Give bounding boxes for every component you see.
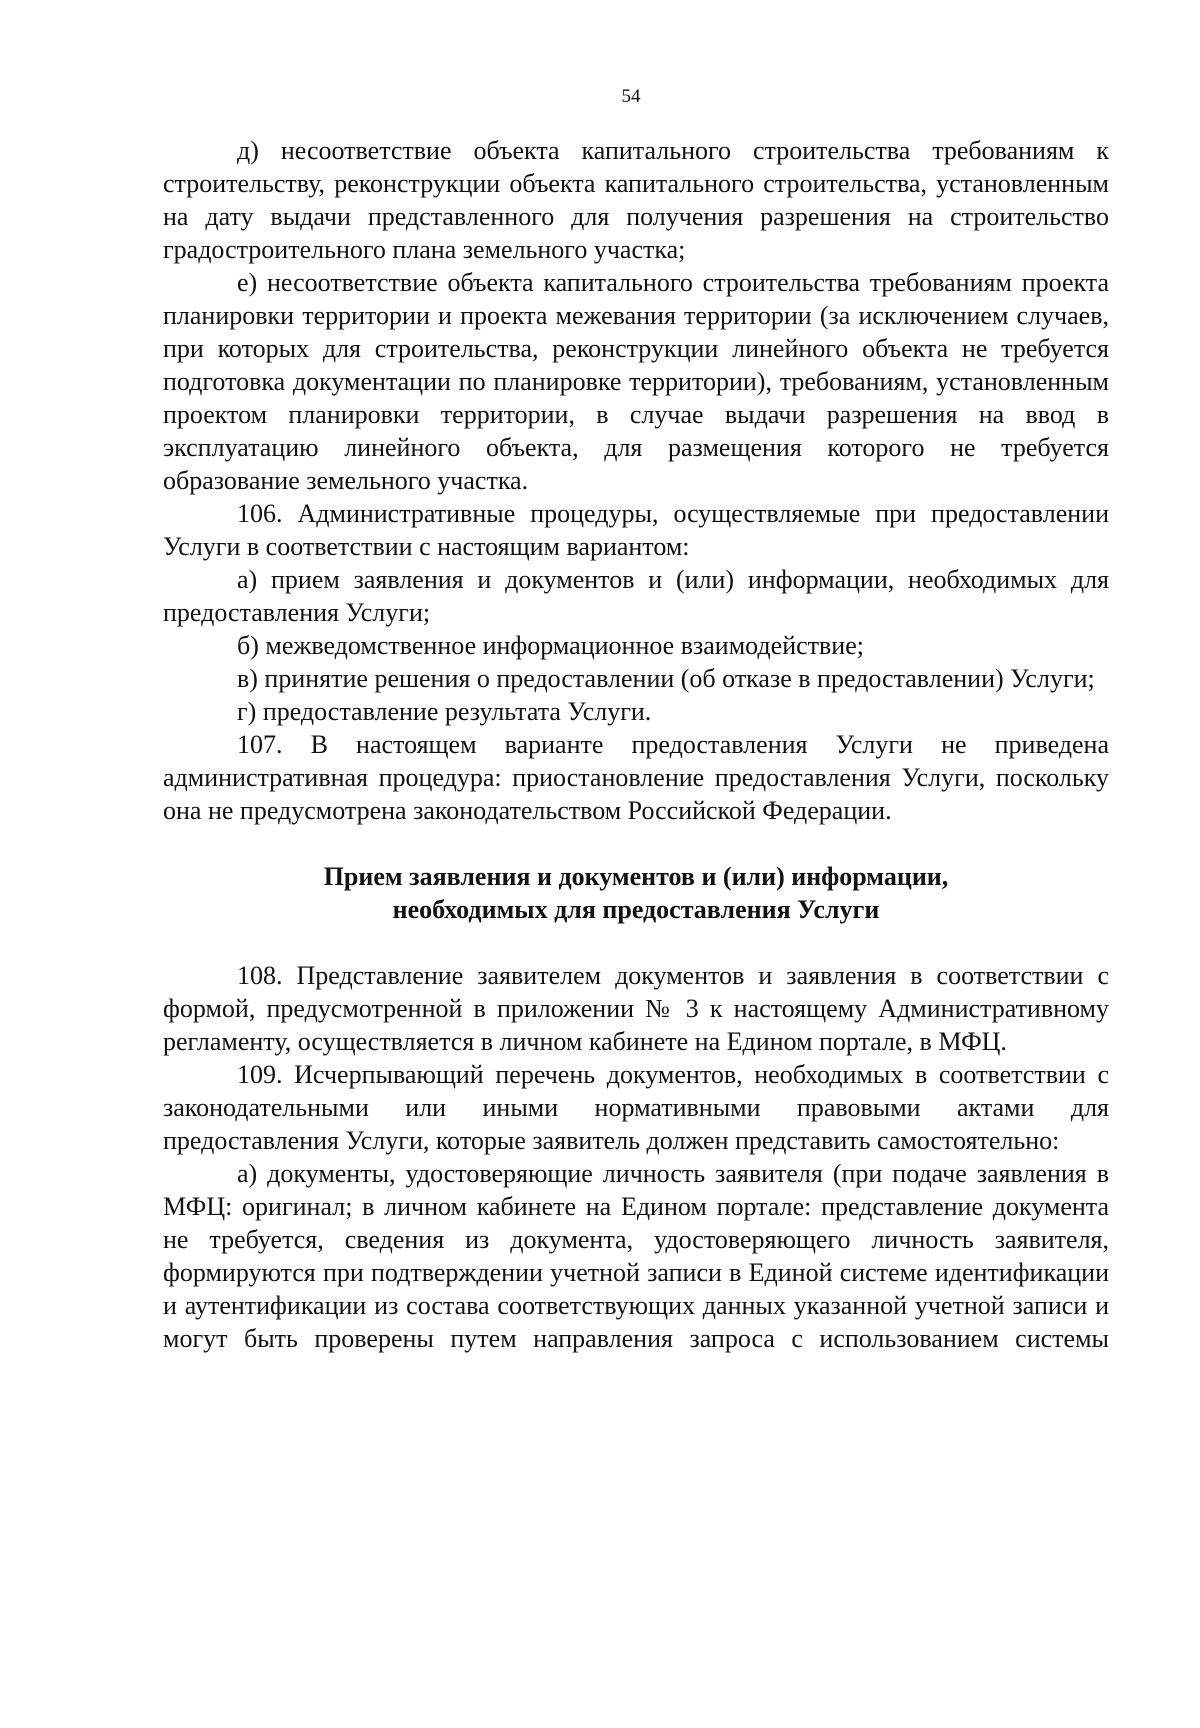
section-heading-line-2: необходимых для предоставления Услуги xyxy=(392,895,880,924)
paragraph-e: е) несоответствие объекта капитального строительства требованиям проекта планировки территории и проекта межевания территории (за исключением случаев, при которых для строительства, реконструкции линейного объекта не требуется подготовка документации по планировке территории), требованиям, установленным проектом планировки территории, в случае выдачи разрешения на ввод в эксплуатацию линейного объекта, для размещения которого не требуется образование земельного участка. xyxy=(163,268,1109,495)
paragraph-d: д) несоответствие объекта капитального строительства требованиям к строительству, реконструкции объекта капитального строительства, установленным на дату выдачи представленного для получения разрешения на строительство градостроительного плана земельного участка; xyxy=(163,136,1109,264)
paragraph-109: 109. Исчерпывающий перечень документов, необходимых в соответствии с законодательными или иными нормативными правовыми актами для предоставления Услуги, которые заявитель должен представить самостоятельно: xyxy=(163,1060,1109,1155)
paragraph-107: 107. В настоящем варианте предоставления Услуги не приведена административная процедура: приостановление предоставления Услуги, поскольку она не предусмотрена законодательством Российской Федерации. xyxy=(163,730,1109,825)
paragraph-108: 108. Представление заявителем документов и заявления в соответствии с формой, предусмотренной в приложении № 3 к настоящему Административному регламенту, осуществляется в личном кабинете на Едином портале, в МФЦ. xyxy=(163,961,1109,1056)
paragraph-106-v: в) принятие решения о предоставлении (об отказе в предоставлении) Услуги; xyxy=(237,664,1095,693)
paragraph-106: 106. Административные процедуры, осуществляемые при предоставлении Услуги в соответствии с настоящим вариантом: xyxy=(163,499,1109,561)
paragraph-106-a: а) прием заявления и документов и (или) информации, необходимых для предоставления Услуги; xyxy=(163,565,1109,627)
paragraph-106-b: б) межведомственное информационное взаимодействие; xyxy=(237,631,864,660)
document-body xyxy=(163,134,1109,1355)
section-heading xyxy=(163,860,1109,926)
section-heading-line-1: Прием заявления и документов и (или) информации, xyxy=(323,862,949,891)
page-number: 54 xyxy=(621,86,641,107)
paragraph-109-a: а) документы, удостоверяющие личность заявителя (при подаче заявления в МФЦ: оригинал; в личном кабинете на Едином портале: представление документа не требуется, сведения из документа, удостоверяющего личность заявителя, формируются при подтверждении учетной записи в Единой системе идентификации и аутентификации из состава соответствующих данных указанной учетной записи и могут быть проверены путем направления запроса с использованием системы xyxy=(163,1159,1109,1353)
paragraph-106-g: г) предоставление результата Услуги. xyxy=(237,697,652,726)
